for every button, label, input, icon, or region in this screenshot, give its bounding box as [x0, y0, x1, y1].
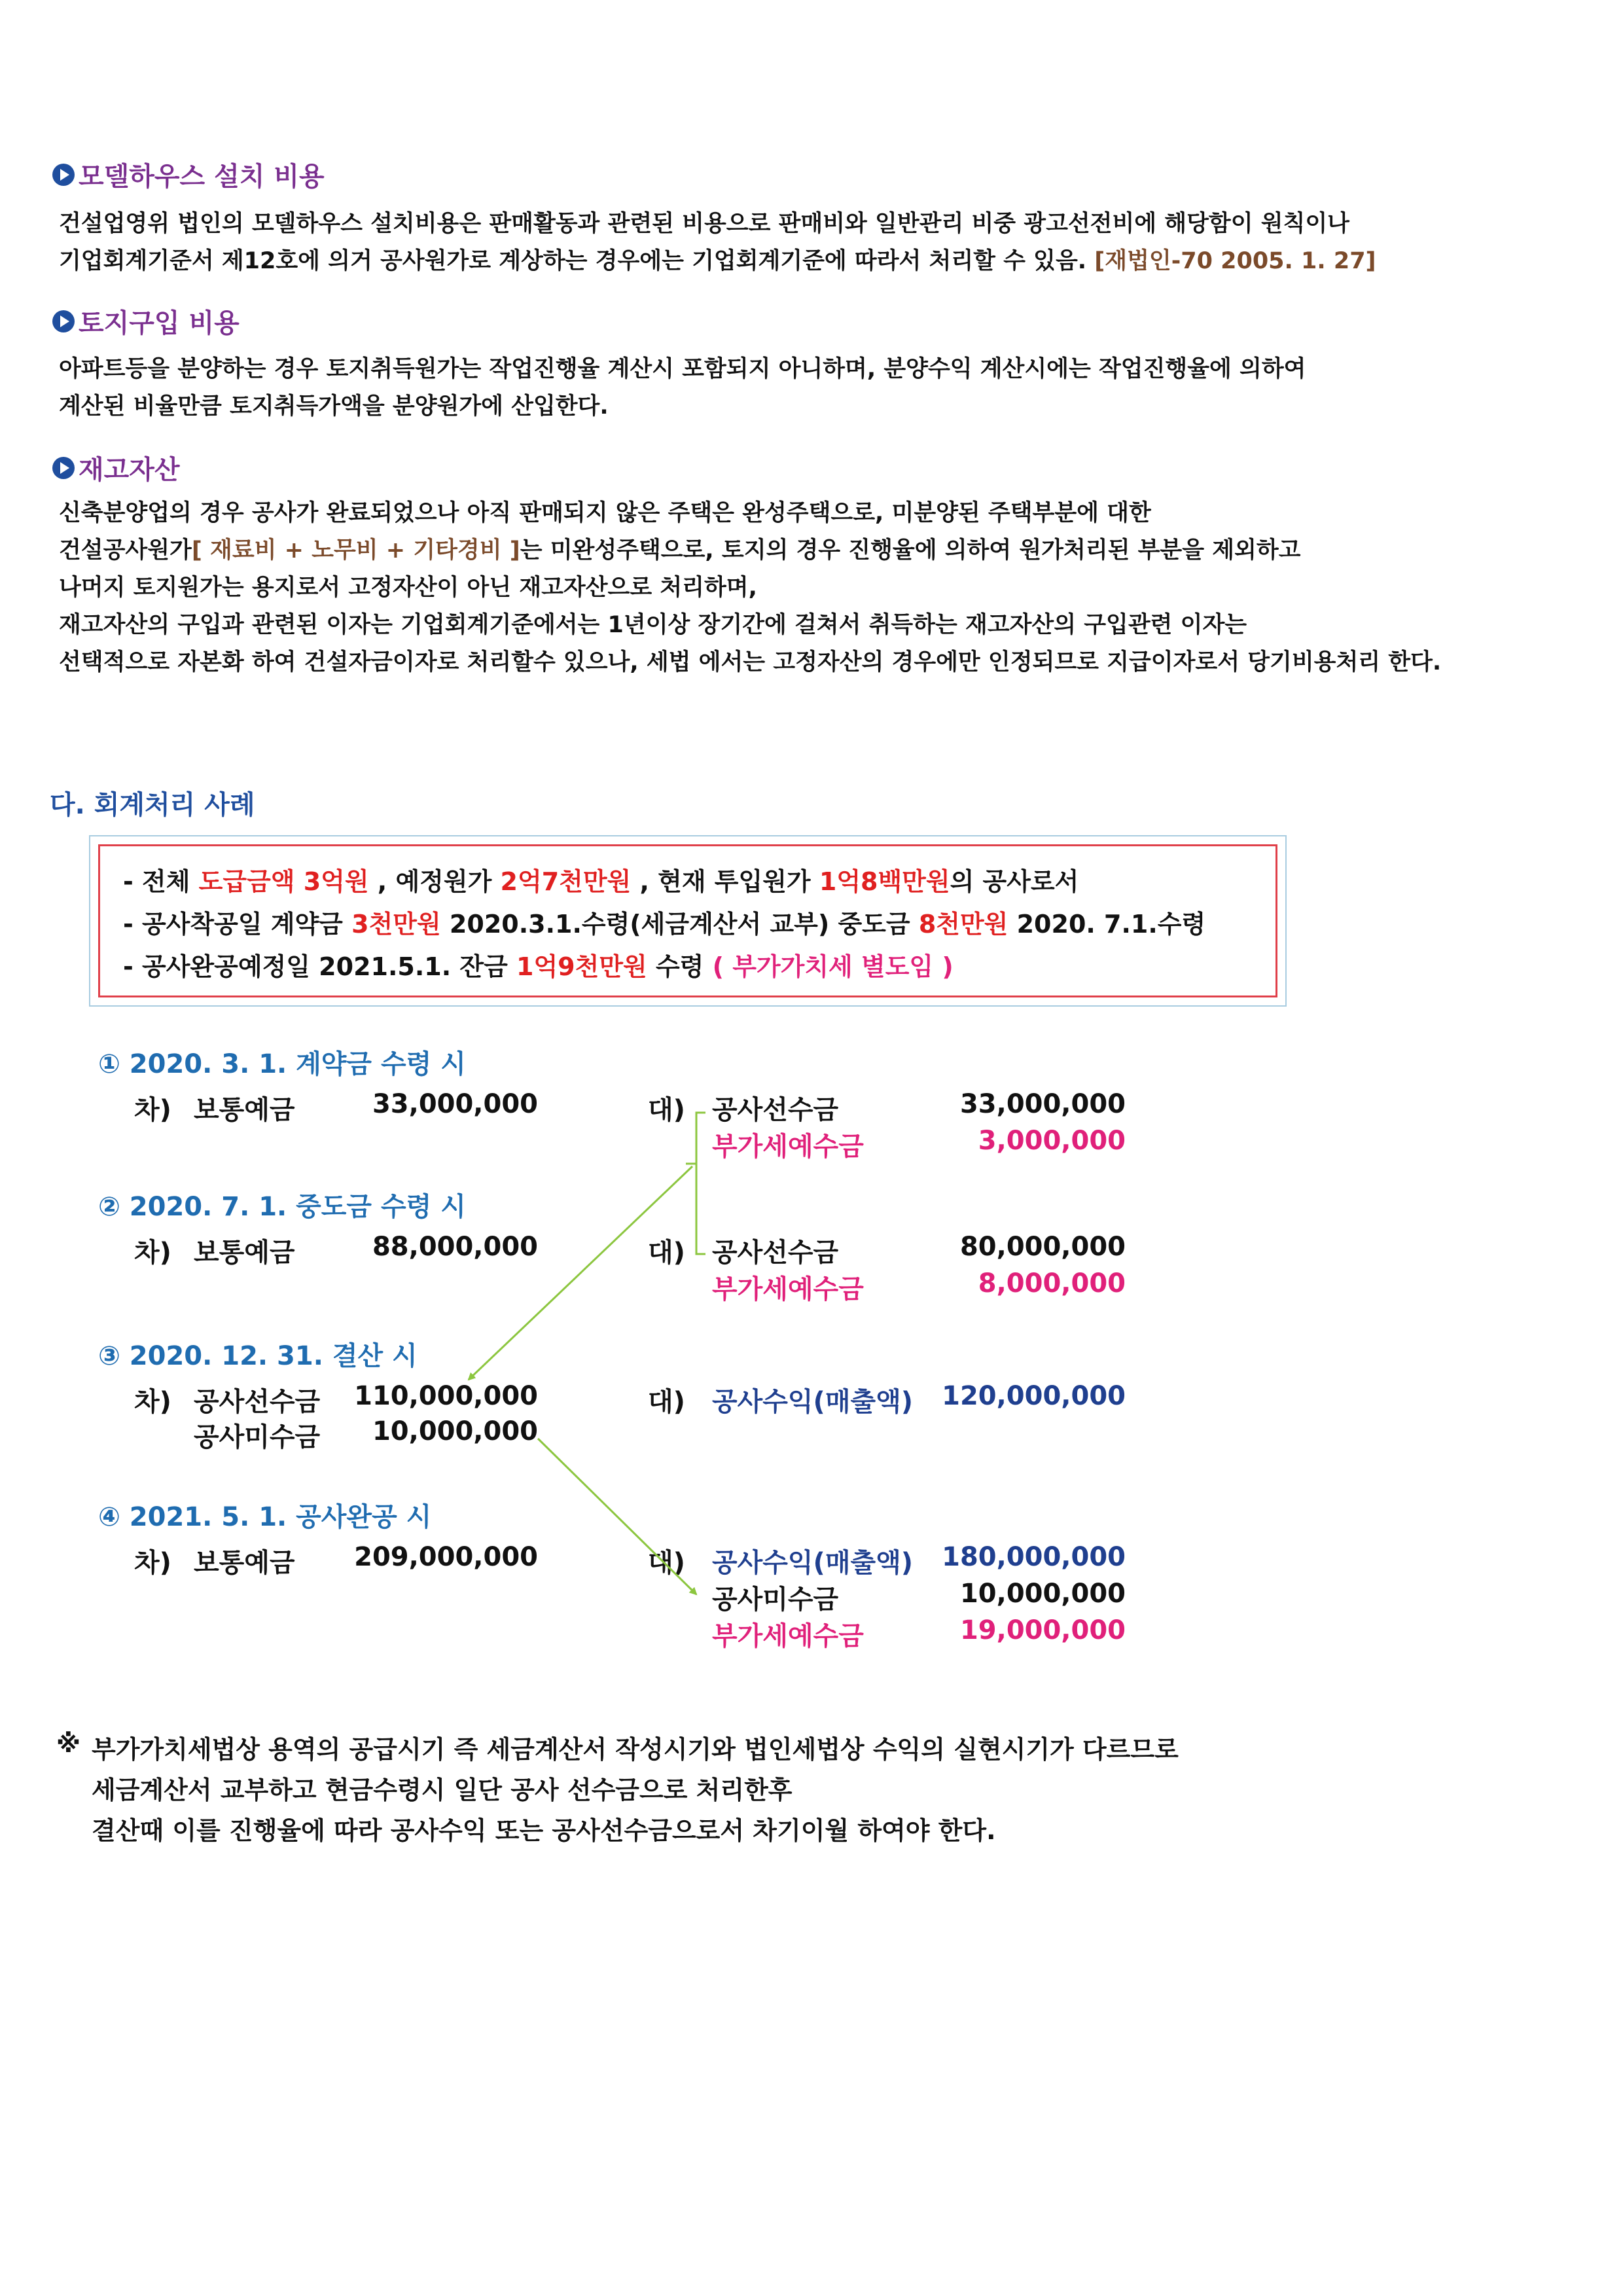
credit-account-vat: 부가세예수금 — [712, 1621, 864, 1651]
paragraph-line: 선택적으로 자본화 하여 건설자금이자로 처리할수 있으나, 세법 에서는 고정자산의 경우에만 인정되므로 지급이자로서 당기비용처리 한다. — [59, 649, 1442, 675]
credit-amount-vat: 3,000,000 — [978, 1126, 1126, 1156]
credit-amount-vat: 8,000,000 — [978, 1268, 1126, 1299]
credit-amount-revenue: 120,000,000 — [942, 1381, 1126, 1411]
case-line-3: - 공사완공예정일 2021.5.1. 잔금 1억9천만원 수령 ( 부가가치세 별도임 ) — [123, 952, 954, 981]
paragraph-line: 기업회계기준서 제12호에 의거 공사원가로 계상하는 경우에는 기업회계기준에 따라서 처리할 수 있음. [재법인-70 2005. 1. 27] — [59, 248, 1376, 274]
credit-label: 대) — [648, 1387, 685, 1417]
arrow-advance-to-settlement — [469, 1166, 692, 1380]
debit-account: 공사미수금 — [194, 1422, 321, 1452]
credit-account-vat: 부가세예수금 — [712, 1132, 864, 1162]
debit-account: 보통예금 — [194, 1548, 295, 1578]
paragraph-line: 재고자산의 구입과 관련된 이자는 기업회계기준에서는 1년이상 장기간에 걸쳐서 취득하는 재고자산의 구입관련 이자는 — [59, 612, 1247, 638]
note-line: 부가가치세법상 용역의 공급시기 즉 세금계산서 작성시기와 법인세법상 수익의 실현시기가 다르므로 — [92, 1735, 1179, 1764]
paragraph-line: 건설공사원가[ 재료비 + 노무비 + 기타경비 ]는 미완성주택으로, 토지의 경우 진행율에 의하여 원가처리된 부분을 제외하고 — [59, 537, 1301, 564]
debit-label: 차) — [134, 1238, 171, 1268]
paragraph-line: 계산된 비율만큼 토지취득가액을 분양원가에 산입한다. — [59, 393, 609, 420]
debit-account: 공사선수금 — [194, 1387, 321, 1417]
bracket-entry-2 — [696, 1164, 705, 1254]
debit-label: 차) — [134, 1387, 171, 1417]
credit-account: 공사미수금 — [712, 1585, 839, 1615]
note-line: 세금계산서 교부하고 현금수령시 일단 공사 선수금으로 처리한후 — [92, 1776, 793, 1804]
credit-account-revenue: 공사수익(매출액) — [712, 1387, 914, 1417]
credit-label: 대) — [648, 1548, 685, 1578]
entry-heading: ① 2020. 3. 1. 계약금 수령 시 — [98, 1049, 466, 1079]
credit-account-vat: 부가세예수금 — [712, 1274, 864, 1304]
entry-heading: ③ 2020. 12. 31. 결산 시 — [98, 1341, 418, 1371]
credit-account: 공사선수금 — [712, 1095, 839, 1125]
credit-account-revenue: 공사수익(매출액) — [712, 1548, 914, 1578]
credit-amount-revenue: 180,000,000 — [942, 1542, 1126, 1572]
debit-account: 보통예금 — [194, 1238, 295, 1268]
reference-citation: [재법인-70 2005. 1. 27] — [1094, 248, 1376, 274]
section-title: 재고자산 — [79, 455, 180, 485]
cost-components: [ 재료비 + 노무비 + 기타경비 ] — [191, 537, 520, 564]
credit-amount: 80,000,000 — [959, 1232, 1126, 1262]
credit-label: 대) — [648, 1095, 685, 1125]
debit-amount: 33,000,000 — [372, 1089, 538, 1119]
case-line-2: - 공사착공일 계약금 3천만원 2020.3.1.수령(세금계산서 교부) 중도금 8천만원 2020. 7.1.수령 — [123, 910, 1206, 939]
debit-amount: 110,000,000 — [354, 1381, 538, 1411]
paragraph-line: 건설업영위 법인의 모델하우스 설치비용은 판매활동과 관련된 비용으로 판매비와 일반관리 비중 광고선전비에 해당함이 원칙이나 — [59, 211, 1349, 237]
section-title: 모델하우스 설치 비용 — [79, 162, 325, 192]
credit-amount-vat: 19,000,000 — [959, 1615, 1126, 1645]
debit-amount: 88,000,000 — [372, 1232, 538, 1262]
paragraph-line: 아파트등을 분양하는 경우 토지취득원가는 작업진행율 계산시 포함되지 아니하며, 분양수익 계산시에는 작업진행율에 의하여 — [59, 356, 1306, 382]
case-line-1: - 전체 도급금액 3억원 , 예정원가 2억7천만원 , 현재 투입원가 1억8백만원의 공사로서 — [123, 867, 1079, 896]
case-section-title: 다. 회계처리 사례 — [50, 790, 255, 820]
debit-amount: 209,000,000 — [354, 1542, 538, 1572]
credit-label: 대) — [648, 1238, 685, 1268]
debit-amount: 10,000,000 — [372, 1416, 538, 1446]
entry-heading: ② 2020. 7. 1. 중도금 수령 시 — [98, 1192, 466, 1222]
paragraph-line: 나머지 토지원가는 용지로서 고정자산이 아닌 재고자산으로 처리하며, — [59, 575, 757, 601]
debit-label: 차) — [134, 1548, 171, 1578]
credit-account: 공사선수금 — [712, 1238, 839, 1268]
credit-amount: 10,000,000 — [959, 1579, 1126, 1609]
debit-label: 차) — [134, 1095, 171, 1125]
note-line: 결산때 이를 진행율에 따라 공사수익 또는 공사선수금으로서 차기이월 하여야 한다. — [92, 1816, 996, 1845]
section-title: 토지구입 비용 — [79, 308, 240, 338]
credit-amount: 33,000,000 — [959, 1089, 1126, 1119]
debit-account: 보통예금 — [194, 1095, 295, 1125]
bracket-entry-1 — [686, 1113, 705, 1164]
paragraph-line: 신축분양업의 경우 공사가 완료되었으나 아직 판매되지 않은 주택은 완성주택으로, 미분양된 주택부분에 대한 — [59, 500, 1151, 526]
arrow-receivable-to-completion — [538, 1439, 696, 1594]
entry-heading: ④ 2021. 5. 1. 공사완공 시 — [98, 1502, 432, 1532]
note-mark: ※ — [56, 1729, 80, 1758]
